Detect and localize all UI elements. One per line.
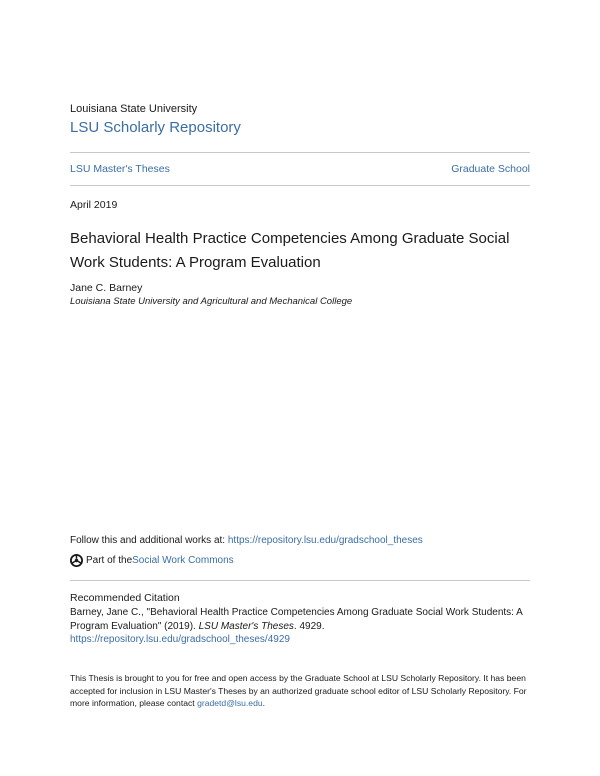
citation-number: . 4929. xyxy=(293,620,325,632)
follow-prefix: Follow this and additional works at: xyxy=(70,535,228,546)
social-work-commons-link[interactable]: Social Work Commons xyxy=(132,555,234,566)
publication-date: April 2019 xyxy=(70,199,118,211)
divider-citation xyxy=(70,580,530,581)
institution-name: Louisiana State University xyxy=(70,103,198,115)
network-icon xyxy=(70,554,83,567)
author-name: Jane C. Barney xyxy=(70,282,143,294)
citation-text xyxy=(70,606,540,647)
document-title: Behavioral Health Practice Competencies Among Graduate Social Work Students: A Program Evaluation xyxy=(70,230,510,271)
citation-url-link[interactable]: https://repository.lsu.edu/gradschool_theses/4929 xyxy=(70,634,290,645)
follow-url-link[interactable]: https://repository.lsu.edu/gradschool_theses xyxy=(227,535,423,546)
author-affiliation: Louisiana State University and Agricultural and Mechanical College xyxy=(70,296,353,307)
recommended-citation-heading: Recommended Citation xyxy=(70,592,180,604)
follow-line xyxy=(70,535,423,546)
access-notice xyxy=(70,672,535,710)
part-of-prefix: Part of the xyxy=(86,555,133,566)
notice-text: This Thesis is brought to you for free and open access by the Graduate School at LSU Scholarly Repository. It has been accepted for inclusion in LSU Master's Theses by an authorized graduate school editor of LSU Scholarly Repository. For more information, please contact xyxy=(70,673,527,708)
graduate-school-link[interactable]: Graduate School xyxy=(451,163,530,175)
part-of-line xyxy=(70,554,234,567)
divider-bottom xyxy=(70,185,530,186)
masters-theses-link[interactable]: LSU Master's Theses xyxy=(70,163,170,175)
citation-main: Barney, Jane C., "Behavioral Health Practice Competencies Among Graduate Social Work Students: A Program Evaluation" (2019). xyxy=(70,607,523,632)
contact-email-link[interactable]: gradetd@lsu.edu xyxy=(197,698,263,708)
notice-end: . xyxy=(262,698,266,708)
citation-series: LSU Master's Theses xyxy=(198,620,294,632)
repository-link[interactable]: LSU Scholarly Repository xyxy=(70,119,241,136)
divider-top xyxy=(70,152,530,153)
